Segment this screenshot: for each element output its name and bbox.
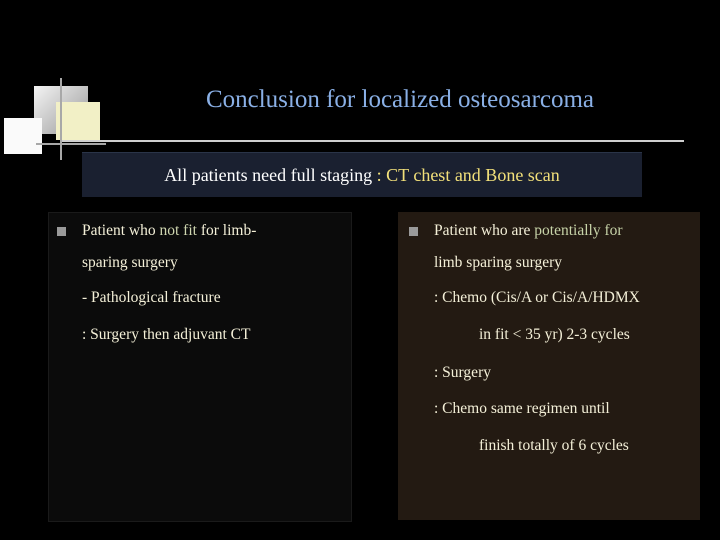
left-line-1-a: Patient who — [82, 222, 160, 239]
slide-title: Conclusion for localized osteosarcoma — [205, 86, 595, 113]
banner-highlight: : CT chest and Bone scan — [376, 164, 560, 185]
right-line-6: : Chemo same regimen until — [434, 400, 610, 417]
decorative-short-line — [36, 143, 106, 145]
right-line-5: : Surgery — [434, 364, 491, 381]
left-line-3: - Pathological fracture — [82, 289, 221, 306]
left-bullet-icon — [57, 227, 66, 236]
left-line-1 — [82, 222, 256, 240]
decorative-vertical-line — [60, 78, 62, 160]
right-line-7: finish totally of 6 cycles — [479, 437, 629, 454]
decorative-square-yellow — [56, 102, 100, 140]
banner-text: All patients need full staging — [164, 164, 377, 185]
right-line-1-a: Patient who are — [434, 222, 535, 239]
left-line-1-highlight: not fit — [159, 222, 197, 239]
right-line-4: in fit < 35 yr) 2-3 cycles — [479, 326, 630, 343]
left-line-1-b: for limb- — [196, 222, 257, 239]
right-line-3: : Chemo (Cis/A or Cis/A/HDMX — [434, 289, 640, 306]
staging-banner — [82, 152, 642, 197]
left-line-2: sparing surgery — [82, 254, 178, 271]
right-bullet-icon — [409, 227, 418, 236]
left-line-4: : Surgery then adjuvant CT — [82, 326, 251, 343]
right-line-1 — [434, 222, 623, 240]
right-line-1-highlight: potentially for — [534, 222, 623, 239]
decorative-square-white — [4, 118, 42, 154]
title-underline — [62, 140, 684, 142]
right-line-2: limb sparing surgery — [434, 254, 563, 271]
